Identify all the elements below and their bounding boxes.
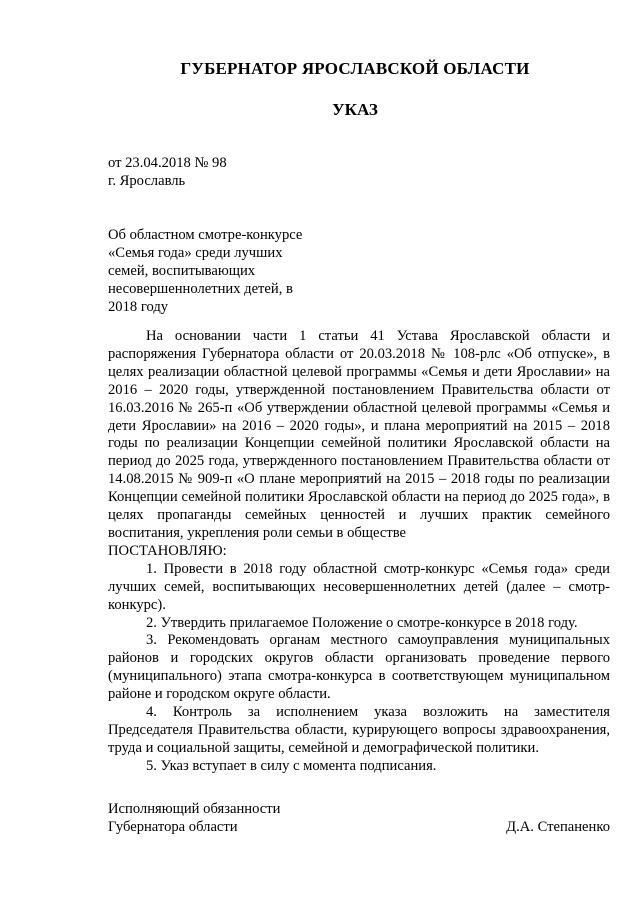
- decree-subject: [108, 227, 323, 317]
- subject-line: семей, воспитывающих: [108, 262, 256, 279]
- decree-item: 5. Указ вступает в силу с момента подписания.: [146, 757, 437, 774]
- subject-line: «Семья года» среди лучших: [108, 244, 283, 261]
- decree-body: [108, 328, 610, 776]
- decree-item: 2. Утвердить прилагаемое Положение о смотре-конкурсе в 2018 году.: [146, 614, 578, 631]
- signatory-name: Д.А. Степаненко: [506, 818, 610, 835]
- date-block: [108, 155, 227, 191]
- city: г. Ярославль: [108, 172, 186, 189]
- subject-line: Об областном смотре-конкурсе: [108, 227, 303, 243]
- document-title: ГУБЕРНАТОР ЯРОСЛАВСКОЙ ОБЛАСТИ: [180, 59, 530, 78]
- subject-line: несовершеннолетних детей, в: [108, 280, 293, 297]
- preamble-paragraph: На основании части 1 статьи 41 Устава Ярославской области и распоряжения Губернатора области от 20.03.2018 № 108-рлс «Об отпуске», в целях реализации областной целевой программы «Семья и дети Ярославии» на 2016 – 2020 годы, утвержденной постановлением Правительства области от 16.03.2016 № 265-п «Об утверждении областной целевой программы «Семья и дети Ярославии» на 2016 – 2020 годы», и плана мероприятий на 2015 – 2018 годы по реализации Концепции семейной политики Ярославской области на период до 2025 года, утвержденного постановлением Правительства области от 14.08.2015 № 909-п «О плане мероприятий на 2015 – 2018 годы по реализации Концепции семейной политики Ярославской области на период до 2025 года», в целях пропаганды семейных ценностей и лучших практик семейного воспитания, укрепления роли семьи в обществе: [108, 328, 610, 541]
- signatory-position: Губернатора области: [108, 818, 238, 835]
- subject-line: 2018 году: [108, 298, 169, 315]
- declaration: ПОСТАНОВЛЯЮ:: [108, 542, 227, 559]
- date-number: от 23.04.2018 № 98: [108, 155, 227, 171]
- decree-item: 4. Контроль за исполнением указа возложить на заместителя Председателя Правительства области, курирующего вопросы здравоохранения, труда и социальной защиты, семейной и демографической политики.: [108, 704, 610, 756]
- signatory-position: Исполняющий обязанности: [108, 801, 281, 817]
- signature-row: [108, 819, 610, 837]
- decree-item: 1. Провести в 2018 году областной смотр-конкурс «Семья года» среди лучших семей, воспитывающих несовершеннолетних детей (далее – смотр-конкурс).: [108, 560, 610, 613]
- signature-block: [108, 801, 610, 837]
- decree-item: 3. Рекомендовать органам местного самоуправления муниципальных районов и городских округов области организовать проведение первого (муниципального) этапа смотра-конкурса в соответствующем муниципальном районе и городском округе области.: [108, 632, 610, 703]
- decree-heading: УКАЗ: [332, 100, 378, 119]
